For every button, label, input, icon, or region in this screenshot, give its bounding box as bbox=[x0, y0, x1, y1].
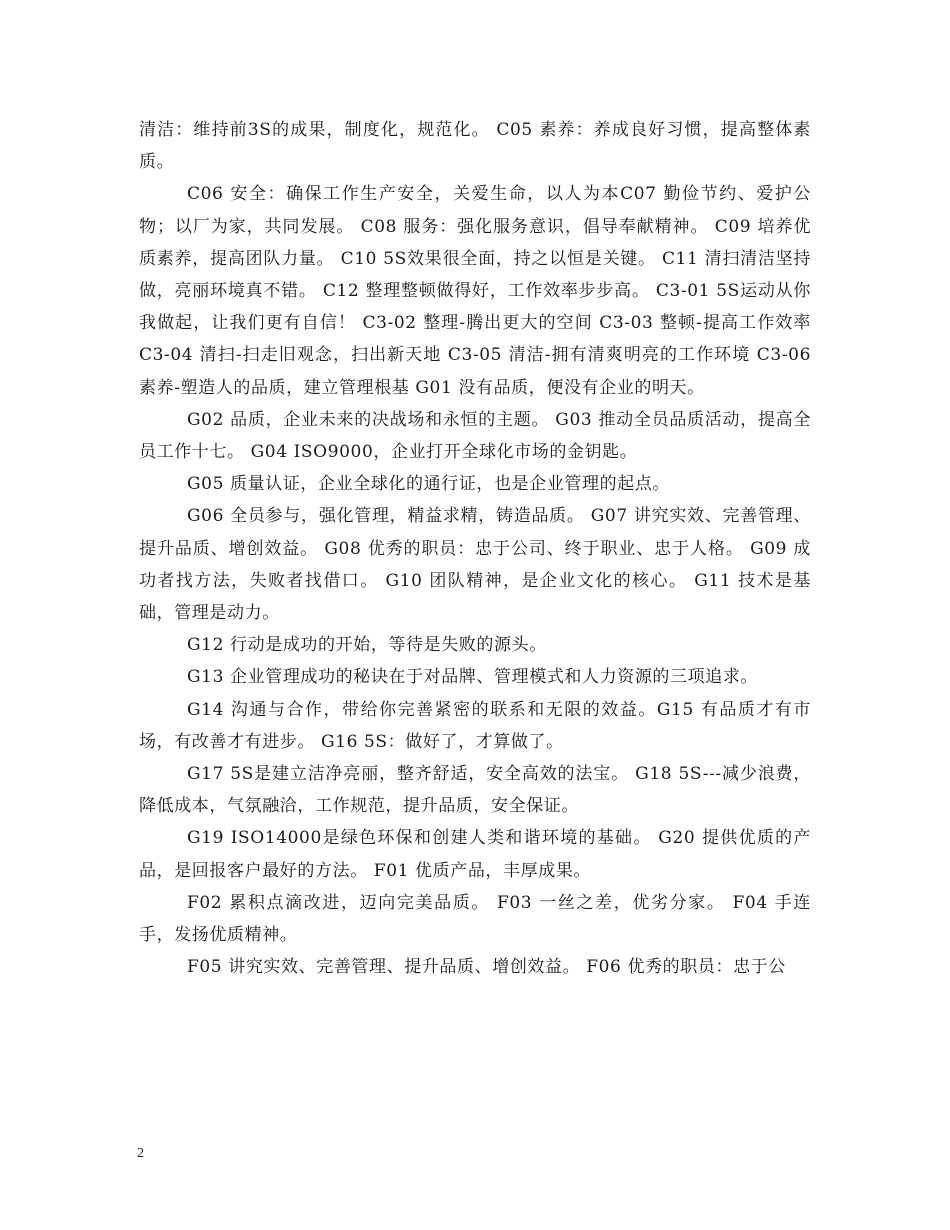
paragraph-12: F05 讲究实效、完善管理、提升品质、增创效益。 F06 优秀的职员：忠于公 bbox=[187, 957, 786, 978]
paragraph-10: G19 ISO14000是绿色环保和创建人类和谐环境的基础。 G20 提供优质的产品，是回报客户最好的方法。 F01 优质产品，丰厚成果。 bbox=[139, 828, 811, 881]
paragraph-6: G12 行动是成功的开始，等待是失败的源头。 bbox=[187, 635, 547, 656]
paragraph-3: G02 品质，企业未来的决战场和永恒的主题。 G03 推动全员品质活动，提高全员工作十七。 G04 ISO9000，企业打开全球化市场的金钥匙。 bbox=[139, 409, 811, 463]
document-body bbox=[139, 114, 811, 983]
page-number: 2 bbox=[137, 1146, 144, 1161]
paragraph-9: G17 5S是建立洁净亮丽，整齐舒适，安全高效的法宝。 G18 5S---减少浪费，降低成本，气氛融洽，工作规范，提升品质，安全保证。 bbox=[139, 764, 811, 817]
paragraph-8: G14 沟通与合作，带给你完善紧密的联系和无限的效益。G15 有品质才有市场，有改善才有进步。 G16 5S：做好了，才算做了。 bbox=[139, 699, 811, 752]
paragraph-11: F02 累积点滴改进，迈向完美品质。 F03 一丝之差，优劣分家。 F04 手连手，发扬优质精神。 bbox=[139, 892, 811, 946]
paragraph-5: G06 全员参与，强化管理，精益求精，铸造品质。 G07 讲究实效、完善管理、提升品质、增创效益。 G08 优秀的职员：忠于公司、终于职业、忠于人格。 G09 成功者找方法，失败者找借口。 G10 团队精神，是企业文化的核心。 G11 技术是基础，管理是动力。 bbox=[139, 506, 811, 624]
paragraph-1: 清洁：维持前3S的成果，制度化，规范化。 C05 素养：养成良好习惯，提高整体素质。 bbox=[139, 120, 811, 173]
paragraph-2: C06 安全：确保工作生产安全，关爱生命，以人为本C07 勤俭节约、爱护公物；以厂为家，共同发展。 C08 服务：强化服务意识，倡导奉献精神。 C09 培养优质素养，提高团队力量。 C10 5S效果很全面，持之以恒是关键。 C11 清扫清洁坚持做，亮丽环境真不错。 C12 整理整顿做得好，工作效率步步高。 C3-01 5S运动从你我做起，让我们更有自信！ C3-02 整理-腾出更大的空间 C3-03 整顿-提高工作效率 C3-04 清扫-扫走旧观念，扫出新天地 C3-05 清洁-拥有清爽明亮的工作环境 C3-06 素养-塑造人的品质，建立管理根基 G01 没有品质，便没有企业的明天。 bbox=[139, 184, 811, 398]
paragraph-4: G05 质量认证，企业全球化的通行证，也是企业管理的起点。 bbox=[187, 474, 671, 495]
paragraph-7: G13 企业管理成功的秘诀在于对品牌、管理模式和人力资源的三项追求。 bbox=[187, 667, 759, 688]
